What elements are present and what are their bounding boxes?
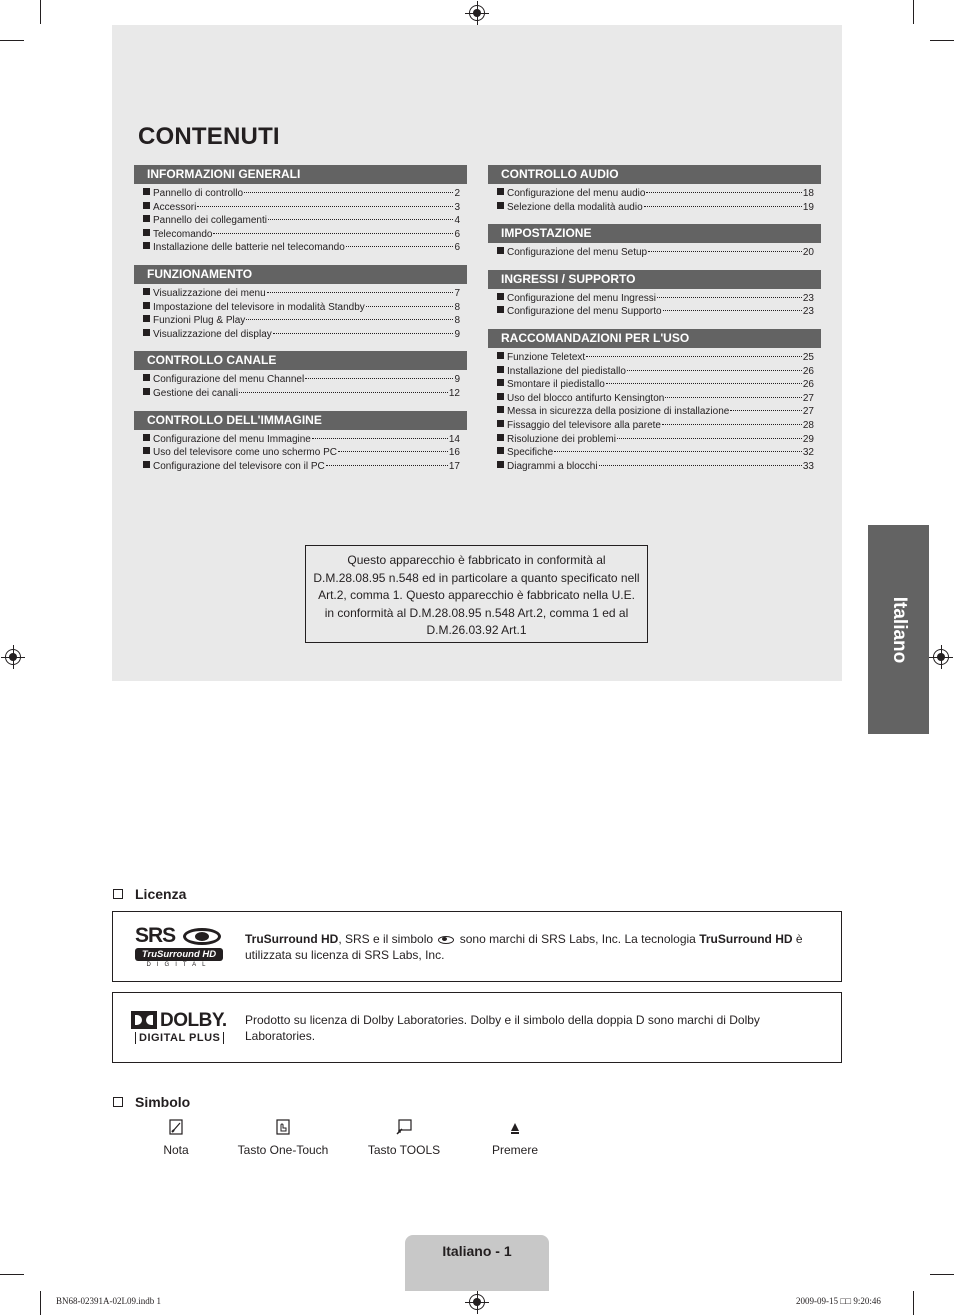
toc-entry-label: Accessori xyxy=(153,201,197,213)
toc-entry-label: Uso del blocco antifurto Kensington xyxy=(507,392,665,404)
toc-section-header: IMPOSTAZIONE xyxy=(488,224,821,243)
srs-logo-letters: SRS xyxy=(135,924,176,947)
square-bullet-icon xyxy=(143,215,150,222)
double-d-icon xyxy=(131,1011,157,1029)
toc-entry xyxy=(497,433,814,447)
toc-entry xyxy=(143,433,460,447)
toc-entry-label: Gestione dei canali xyxy=(153,387,239,399)
srs-symbol-icon xyxy=(183,928,221,945)
square-bullet-icon xyxy=(497,306,504,313)
toc-entry-page: 29 xyxy=(802,433,814,445)
crop-mark xyxy=(913,1291,914,1315)
simbolo-heading: Simbolo xyxy=(113,1094,190,1110)
notice-line: D.M.28.08.95 n.548 ed in particolare a quanto specificato nell xyxy=(313,570,640,585)
srs-logo-bar: TruSurround HD xyxy=(135,948,223,961)
notice-line: D.M.26.03.92 Art.1 xyxy=(426,623,527,638)
dot-leader xyxy=(267,292,454,293)
square-bullet-icon xyxy=(143,315,150,322)
crop-mark xyxy=(40,1291,41,1315)
conformity-notice xyxy=(305,545,648,643)
toc-list xyxy=(488,243,821,260)
dot-leader xyxy=(657,297,802,298)
dot-leader xyxy=(197,206,453,207)
toc-entry xyxy=(497,292,814,306)
dot-leader xyxy=(273,333,454,334)
page-number-tab xyxy=(405,1235,549,1291)
notice-line: in conformità al D.M.28.08.95 n.548 Art.2, comma 1 ed al xyxy=(324,605,629,620)
toc-entry-label: Specifiche xyxy=(507,447,554,459)
square-bullet-icon xyxy=(497,366,504,373)
crop-mark xyxy=(40,0,41,24)
symbol-tools: Tasto TOOLS xyxy=(360,1119,448,1157)
square-bullet-icon xyxy=(497,393,504,400)
toc-list xyxy=(134,430,467,474)
dot-leader xyxy=(239,392,448,393)
dot-leader xyxy=(554,451,802,452)
toc-entry-page: 20 xyxy=(802,247,814,259)
crop-mark xyxy=(930,40,954,41)
registration-mark-icon xyxy=(5,649,21,665)
toc-right-column xyxy=(488,165,821,483)
toc-entry-page: 4 xyxy=(454,215,460,227)
toc-entry-page: 26 xyxy=(802,365,814,377)
toc-entry-label: Risoluzione dei problemi xyxy=(507,433,616,445)
press-icon xyxy=(509,1119,521,1137)
dot-leader xyxy=(586,356,802,357)
toc-section xyxy=(134,351,467,400)
toc-entry-label: Impostazione del televisore in modalità Standby xyxy=(153,301,365,313)
symbol-note: Nota xyxy=(146,1119,206,1157)
square-bullet-icon xyxy=(497,188,504,195)
square-bullet-icon xyxy=(497,406,504,413)
toc-entry-page: 25 xyxy=(802,351,814,363)
square-bullet-icon xyxy=(497,352,504,359)
tools-icon xyxy=(396,1119,412,1137)
toc-list xyxy=(488,184,821,214)
note-icon xyxy=(169,1119,183,1137)
dolby-logo xyxy=(131,1011,229,1047)
square-bullet-icon xyxy=(143,302,150,309)
dolby-logo-sub: DIGITAL PLUS xyxy=(135,1032,224,1044)
dot-leader xyxy=(648,251,802,252)
toc-entry xyxy=(143,314,460,328)
toc-entry xyxy=(143,201,460,215)
dot-leader xyxy=(305,378,453,379)
toc-entry-page: 9 xyxy=(454,374,460,386)
toc-entry-label: Configurazione del menu Ingressi xyxy=(507,292,656,304)
square-bullet-icon xyxy=(497,447,504,454)
dot-leader xyxy=(617,438,802,439)
dot-leader xyxy=(213,233,453,234)
toc-entry xyxy=(143,228,460,242)
dot-leader xyxy=(312,438,448,439)
toc-entry-label: Diagrammi a blocchi xyxy=(507,460,598,472)
symbol-press: Premere xyxy=(481,1119,549,1157)
toc-entry-label: Selezione della modalità audio xyxy=(507,201,643,213)
licenza-heading: Licenza xyxy=(113,886,186,902)
toc-entry-label: Configurazione del menu Setup xyxy=(507,247,648,259)
dot-leader xyxy=(662,424,802,425)
toc-entry xyxy=(143,460,460,474)
toc-entry xyxy=(497,351,814,365)
square-bullet-icon xyxy=(497,293,504,300)
toc-section-header: CONTROLLO DELL'IMMAGINE xyxy=(134,411,467,430)
toc-entry-page: 6 xyxy=(454,228,460,240)
toc-entry-page: 26 xyxy=(802,379,814,391)
toc-entry-label: Messa in sicurezza della posizione di installazione xyxy=(507,406,730,418)
toc-entry xyxy=(143,387,460,401)
dolby-license-text: Prodotto su licenza di Dolby Laboratories. Dolby e il simbolo della doppia D sono marchi di Dolby Laboratories. xyxy=(245,1013,760,1043)
square-bullet-icon xyxy=(143,374,150,381)
square-bullet-icon xyxy=(497,434,504,441)
toc-entry xyxy=(497,446,814,460)
dot-leader xyxy=(644,206,802,207)
toc-entry-label: Pannello di controllo xyxy=(153,188,244,199)
toc-list xyxy=(134,370,467,400)
toc-entry-page: 12 xyxy=(448,387,460,399)
checkbox-bullet-icon xyxy=(113,889,123,899)
toc-entry-page: 27 xyxy=(802,406,814,418)
dolby-license-box xyxy=(112,992,842,1063)
toc-entry xyxy=(143,187,460,201)
toc-entry-label: Configurazione del menu audio xyxy=(507,188,646,199)
dot-leader xyxy=(246,319,453,320)
srs-license-box xyxy=(112,911,842,982)
square-bullet-icon xyxy=(497,247,504,254)
toc-entry xyxy=(143,446,460,460)
toc-entry xyxy=(143,214,460,228)
square-bullet-icon xyxy=(497,461,504,468)
square-bullet-icon xyxy=(143,447,150,454)
print-slug-right: 2009-09-15 □□ 9:20:46 xyxy=(796,1296,881,1306)
dot-leader xyxy=(599,465,802,466)
toc-entry-page: 28 xyxy=(802,419,814,431)
notice-line: Questo apparecchio è fabbricato in conformità al xyxy=(347,553,606,567)
toc-entry xyxy=(497,378,814,392)
toc-entry-label: Uso del televisore come uno schermo PC xyxy=(153,447,337,459)
toc-entry-label: Telecomando xyxy=(153,228,213,240)
toc-entry-page: 7 xyxy=(454,287,460,299)
toc-section-header: CONTROLLO CANALE xyxy=(134,351,467,370)
toc-list xyxy=(134,284,467,341)
square-bullet-icon xyxy=(143,229,150,236)
crop-mark xyxy=(0,1274,24,1275)
toc-entry xyxy=(497,460,814,474)
toc-section xyxy=(488,329,821,473)
toc-entry-page: 9 xyxy=(454,328,460,340)
toc-entry xyxy=(497,419,814,433)
dot-leader xyxy=(366,306,454,307)
toc-section-header: INGRESSI / SUPPORTO xyxy=(488,270,821,289)
toc-list xyxy=(488,348,821,473)
dot-leader xyxy=(730,410,802,411)
symbol-one-touch: Tasto One-Touch xyxy=(228,1119,338,1157)
toc-entry-page: 6 xyxy=(454,242,460,254)
crop-mark xyxy=(930,1274,954,1275)
srs-logo xyxy=(135,925,225,969)
dolby-logo-word: DOLBY. xyxy=(160,1010,227,1031)
toc-entry xyxy=(497,187,814,201)
square-bullet-icon xyxy=(143,388,150,395)
toc-entry xyxy=(143,328,460,342)
toc-entry-label: Configurazione del menu Immagine xyxy=(153,433,311,445)
toc-left-column xyxy=(134,165,467,483)
square-bullet-icon xyxy=(143,434,150,441)
dot-leader xyxy=(338,451,448,452)
dot-leader xyxy=(606,383,802,384)
toc-section xyxy=(488,224,821,260)
toc-entry-label: Visualizzazione dei menu xyxy=(153,287,266,299)
language-tab-label: Italiano xyxy=(888,596,910,663)
toc-section xyxy=(488,165,821,214)
dot-leader xyxy=(665,397,802,398)
page-number-label: Italiano - 1 xyxy=(442,1243,512,1259)
toc-entry-page: 8 xyxy=(454,315,460,327)
checkbox-bullet-icon xyxy=(113,1097,123,1107)
toc-entry-label: Configurazione del televisore con il PC xyxy=(153,460,325,472)
language-side-tab xyxy=(868,525,929,734)
one-touch-icon xyxy=(276,1119,290,1137)
dot-leader xyxy=(646,192,801,193)
toc-section-header: CONTROLLO AUDIO xyxy=(488,165,821,184)
toc-entry-page: 23 xyxy=(802,292,814,304)
registration-mark-icon xyxy=(933,649,949,665)
dot-leader xyxy=(346,246,454,247)
toc-entry xyxy=(497,392,814,406)
toc-section xyxy=(134,265,467,341)
square-bullet-icon xyxy=(143,329,150,336)
toc-list xyxy=(488,289,821,319)
toc-entry-label: Configurazione del menu Supporto xyxy=(507,306,662,318)
srs-license-text: TruSurround HD, SRS e il simbolo sono marchi di SRS Labs, Inc. La tecnologia TruSurround HD è utilizzata su licenza di SRS Labs, Inc. xyxy=(245,932,803,962)
toc-entry-label: Configurazione del menu Channel xyxy=(153,374,305,386)
toc-entry-page: 3 xyxy=(454,201,460,213)
toc-entry-page: 17 xyxy=(448,460,460,472)
toc-entry xyxy=(143,241,460,255)
square-bullet-icon xyxy=(497,420,504,427)
toc-entry-page: 18 xyxy=(802,188,814,199)
toc-entry-page: 23 xyxy=(802,306,814,318)
toc-entry-label: Funzioni Plug & Play xyxy=(153,315,246,327)
toc-entry xyxy=(497,365,814,379)
toc-entry xyxy=(143,301,460,315)
toc-entry-page: 27 xyxy=(802,392,814,404)
toc-entry xyxy=(497,246,814,260)
toc-entry xyxy=(143,373,460,387)
square-bullet-icon xyxy=(143,242,150,249)
srs-logo-sub: DIGITAL xyxy=(146,962,212,968)
toc-entry-label: Installazione del piedistallo xyxy=(507,365,626,377)
toc-entry xyxy=(497,305,814,319)
print-slug-left: BN68-02391A-02L09.indb 1 xyxy=(56,1296,161,1306)
square-bullet-icon xyxy=(143,188,150,195)
crop-mark xyxy=(913,0,914,24)
toc-section-header: RACCOMANDAZIONI PER L'USO xyxy=(488,329,821,348)
toc-entry-label: Funzione Teletext xyxy=(507,351,586,363)
toc-list xyxy=(134,184,467,255)
square-bullet-icon xyxy=(497,379,504,386)
toc-entry xyxy=(143,287,460,301)
toc-section xyxy=(134,165,467,255)
page-title: CONTENUTI xyxy=(138,123,280,150)
dot-leader xyxy=(244,192,453,193)
toc-section xyxy=(488,270,821,319)
toc-entry-page: 32 xyxy=(802,447,814,459)
toc-entry-page: 33 xyxy=(802,460,814,472)
toc-entry-label: Installazione delle batterie nel telecomando xyxy=(153,242,345,254)
registration-mark-icon xyxy=(469,5,485,21)
toc-entry xyxy=(497,405,814,419)
dot-leader xyxy=(268,219,453,220)
toc-entry-page: 2 xyxy=(454,188,460,199)
srs-symbol-icon xyxy=(438,936,454,944)
square-bullet-icon xyxy=(143,288,150,295)
toc-entry-page: 8 xyxy=(454,301,460,313)
toc-section-header: FUNZIONAMENTO xyxy=(134,265,467,284)
dot-leader xyxy=(627,370,802,371)
toc-entry-page: 19 xyxy=(802,201,814,213)
toc-entry-label: Smontare il piedistallo xyxy=(507,379,605,391)
toc-entry-page: 16 xyxy=(448,447,460,459)
toc-entry-label: Pannello dei collegamenti xyxy=(153,215,267,227)
crop-mark xyxy=(0,40,24,41)
square-bullet-icon xyxy=(497,202,504,209)
registration-mark-icon xyxy=(469,1294,485,1310)
toc-section xyxy=(134,411,467,474)
toc-entry-label: Fissaggio del televisore alla parete xyxy=(507,419,661,431)
toc-entry xyxy=(497,201,814,215)
dot-leader xyxy=(326,465,448,466)
square-bullet-icon xyxy=(143,461,150,468)
notice-line: Art.2, comma 1. Questo apparecchio è fabbricato nella U.E. xyxy=(318,588,635,603)
square-bullet-icon xyxy=(143,202,150,209)
dot-leader xyxy=(663,310,802,311)
toc-entry-label: Visualizzazione del display xyxy=(153,328,272,340)
toc-section-header: INFORMAZIONI GENERALI xyxy=(134,165,467,184)
toc-entry-page: 14 xyxy=(448,433,460,445)
